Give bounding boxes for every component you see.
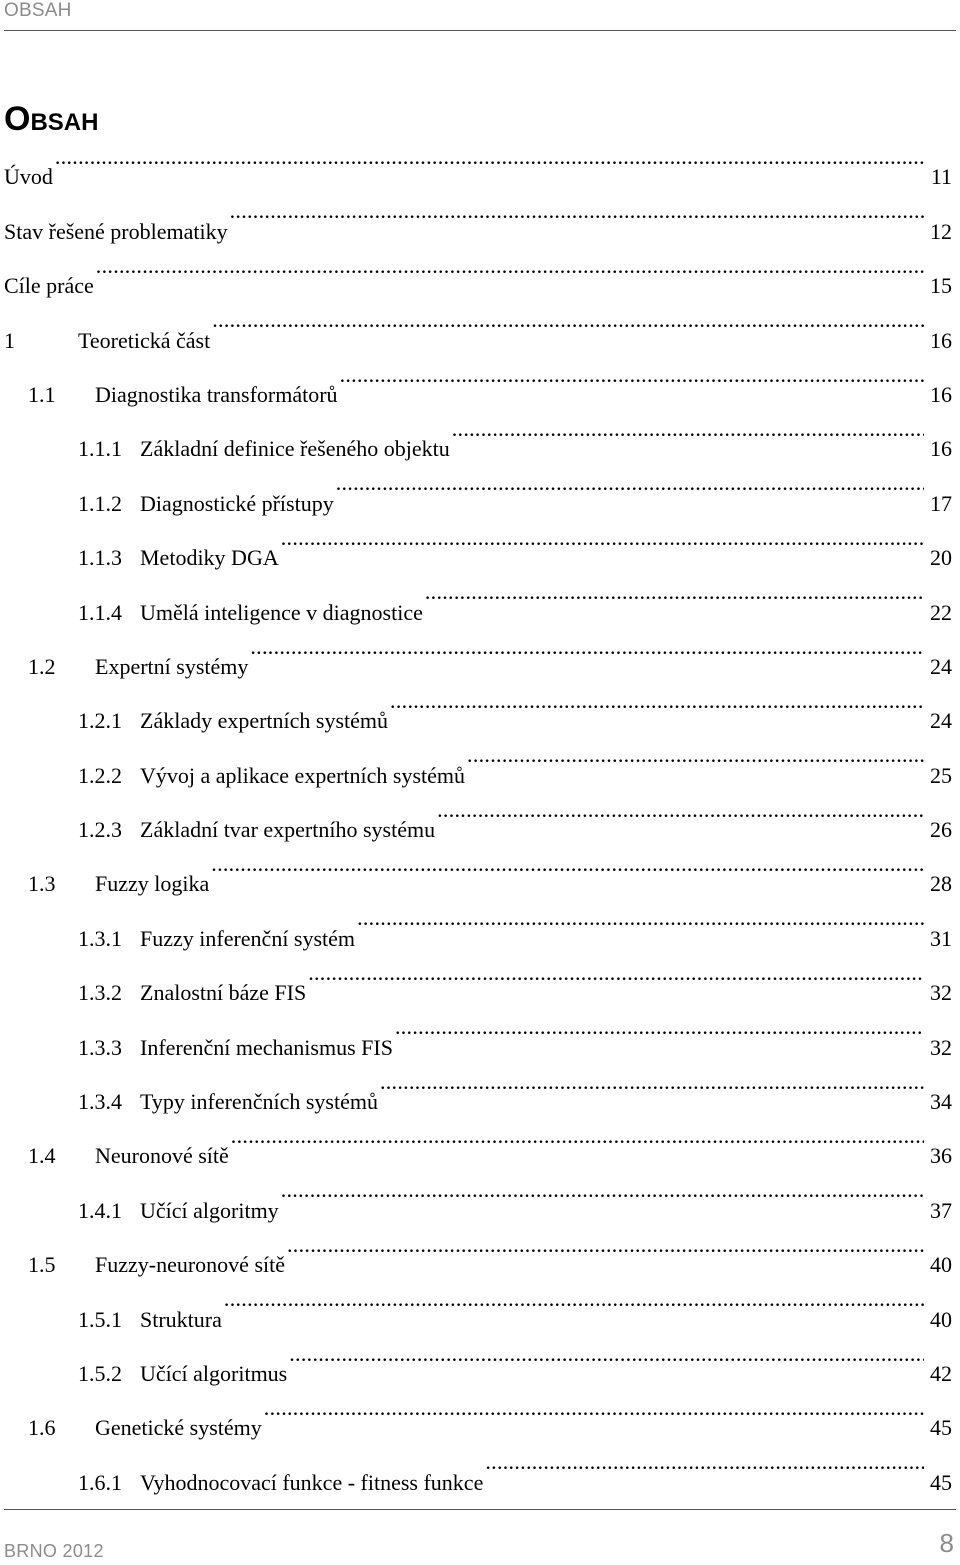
toc-entry-title: Typy inferenčních systémů (140, 1089, 378, 1115)
toc-entry-title: Základní definice řešeného objektu (140, 436, 450, 462)
toc-entry-number: 1 (4, 327, 15, 353)
toc-entry-title: Struktura (140, 1306, 222, 1332)
toc-entry-page: 17 (930, 490, 952, 516)
toc-entry-page: 45 (930, 1469, 952, 1495)
toc-dot-leader (211, 837, 924, 891)
toc-dot-leader (380, 1055, 924, 1109)
toc-entry-page: 32 (930, 1034, 952, 1060)
toc-entry-number: 1.4.1 (78, 1197, 122, 1223)
toc-entry-title: Učící algoritmus (140, 1360, 288, 1386)
toc-dot-leader (390, 674, 924, 728)
toc-dot-leader (230, 184, 924, 238)
toc-dot-leader (224, 1272, 924, 1326)
toc-entry-title: Inferenční mechanismus FIS (140, 1034, 393, 1060)
toc-entry-title: Vyhodnocovací funkce - fitness funkce (140, 1469, 484, 1495)
toc-entry-page: 31 (930, 925, 952, 951)
toc-entry-page: 24 (930, 708, 952, 734)
footer-location-year: BRNO 2012 (4, 1541, 104, 1561)
toc-entry-number: 1.5.1 (78, 1306, 122, 1332)
toc-entry-title: Základy expertních systémů (140, 708, 389, 734)
toc-entry-page: 28 (930, 871, 952, 897)
page-title-text: Obsah (4, 99, 99, 138)
toc-dot-leader (55, 130, 924, 184)
toc-entry-page: 45 (930, 1415, 952, 1441)
toc-dot-leader (357, 891, 924, 945)
toc-dot-leader (425, 565, 924, 619)
toc-entry-number: 1.3.4 (78, 1089, 122, 1115)
toc-entry-number: 1.3.1 (78, 925, 122, 951)
running-header: OBSAH (4, 0, 72, 21)
toc-entry-page: 16 (930, 436, 952, 462)
toc-entry-page: 34 (930, 1089, 952, 1115)
toc-entry-number: 1.4 (28, 1143, 56, 1169)
toc-entry-title: Neuronové sítě (95, 1143, 229, 1169)
toc-dot-leader (289, 1327, 924, 1381)
toc-entry-title: Diagnostické přístupy (140, 490, 334, 516)
toc-dot-leader (336, 456, 924, 510)
toc-dot-leader (467, 728, 924, 782)
toc-entry-page: 42 (930, 1360, 952, 1386)
toc-dot-leader (264, 1381, 924, 1435)
toc-entry-title: Fuzzy logika (95, 871, 210, 897)
toc-entry-number: 1.1.3 (78, 545, 122, 571)
toc-entry-title: Stav řešené problematiky (4, 218, 228, 244)
toc-dot-leader (452, 402, 924, 456)
toc-entry-title: Umělá inteligence v diagnostice (140, 599, 423, 625)
toc-entry-number: 1.3 (28, 871, 56, 897)
toc-entry-page: 40 (930, 1252, 952, 1278)
toc-entry-number: 1.6 (28, 1415, 56, 1441)
toc-entry-title: Základní tvar expertního systému (140, 817, 436, 843)
table-of-contents (4, 130, 952, 1495)
toc-entry-number: 1.1 (28, 381, 56, 407)
toc-entry-number: 1.3.3 (78, 1034, 122, 1060)
toc-entry-page: 26 (930, 817, 952, 843)
toc-entry-title: Diagnostika transformátorů (95, 381, 338, 407)
toc-entry-number: 1.1.4 (78, 599, 122, 625)
toc-entry-number: 1.2.1 (78, 708, 122, 734)
toc-entry-title: Metodiky DGA (140, 545, 279, 571)
toc-entry-page: 20 (930, 545, 952, 571)
toc-entry-number: 1.2.2 (78, 762, 122, 788)
toc-entry-title: Cíle práce (4, 273, 94, 299)
toc-entry-page: 22 (930, 599, 952, 625)
toc-dot-leader (250, 620, 924, 674)
toc-entry-number: 1.5.2 (78, 1360, 122, 1386)
toc-entry-page: 16 (930, 327, 952, 353)
toc-entry-title: Genetické systémy (95, 1415, 262, 1441)
toc-entry-page: 15 (930, 273, 952, 299)
toc-dot-leader (437, 783, 924, 837)
toc-entry-number: 1.1.2 (78, 490, 122, 516)
toc-entry-number: 1.5 (28, 1252, 56, 1278)
toc-entry-number: 1.2 (28, 653, 56, 679)
toc-entry-number: 1.6.1 (78, 1469, 122, 1495)
toc-entry-title: Znalostní báze FIS (140, 980, 307, 1006)
toc-entry-title: Fuzzy-neuronové sítě (95, 1252, 285, 1278)
toc-entry-page: 16 (930, 381, 952, 407)
toc-dot-leader (308, 946, 924, 1000)
toc-dot-leader (96, 239, 924, 293)
toc-dot-leader (212, 293, 924, 347)
toc-entry-title: Vývoj a aplikace expertních systémů (140, 762, 466, 788)
toc-entry-page: 40 (930, 1306, 952, 1332)
toc-entry-page: 12 (930, 218, 952, 244)
toc-entry-page: 32 (930, 980, 952, 1006)
toc-dot-leader (485, 1435, 924, 1489)
header-divider (4, 30, 956, 31)
toc-entry-number: 1.3.2 (78, 980, 122, 1006)
toc-dot-leader (281, 1163, 924, 1217)
toc-entry-title: Úvod (4, 164, 53, 190)
toc-entry-title: Fuzzy inferenční systém (140, 925, 356, 951)
toc-entry-number: 1.2.3 (78, 817, 122, 843)
toc-entry[interactable] (4, 184, 952, 244)
toc-entry-page: 11 (930, 164, 952, 190)
footer-divider (4, 1509, 956, 1510)
toc-dot-leader (231, 1109, 924, 1163)
toc-entry-page: 24 (930, 653, 952, 679)
toc-entry[interactable] (4, 293, 952, 353)
toc-dot-leader (281, 511, 924, 565)
toc-entry[interactable] (4, 130, 952, 190)
toc-entry-page: 36 (930, 1143, 952, 1169)
toc-dot-leader (340, 348, 924, 402)
toc-entry-title: Expertní systémy (95, 653, 249, 679)
toc-entry-title: Učící algoritmy (140, 1197, 279, 1223)
toc-dot-leader (287, 1218, 924, 1272)
toc-entry[interactable] (4, 239, 952, 299)
toc-dot-leader (395, 1000, 924, 1054)
toc-entry-page: 37 (930, 1197, 952, 1223)
toc-entry-page: 25 (930, 762, 952, 788)
toc-entry-title: Teoretická část (78, 327, 211, 353)
toc-entry-number: 1.1.1 (78, 436, 122, 462)
footer-page-number: 8 (939, 1528, 954, 1558)
